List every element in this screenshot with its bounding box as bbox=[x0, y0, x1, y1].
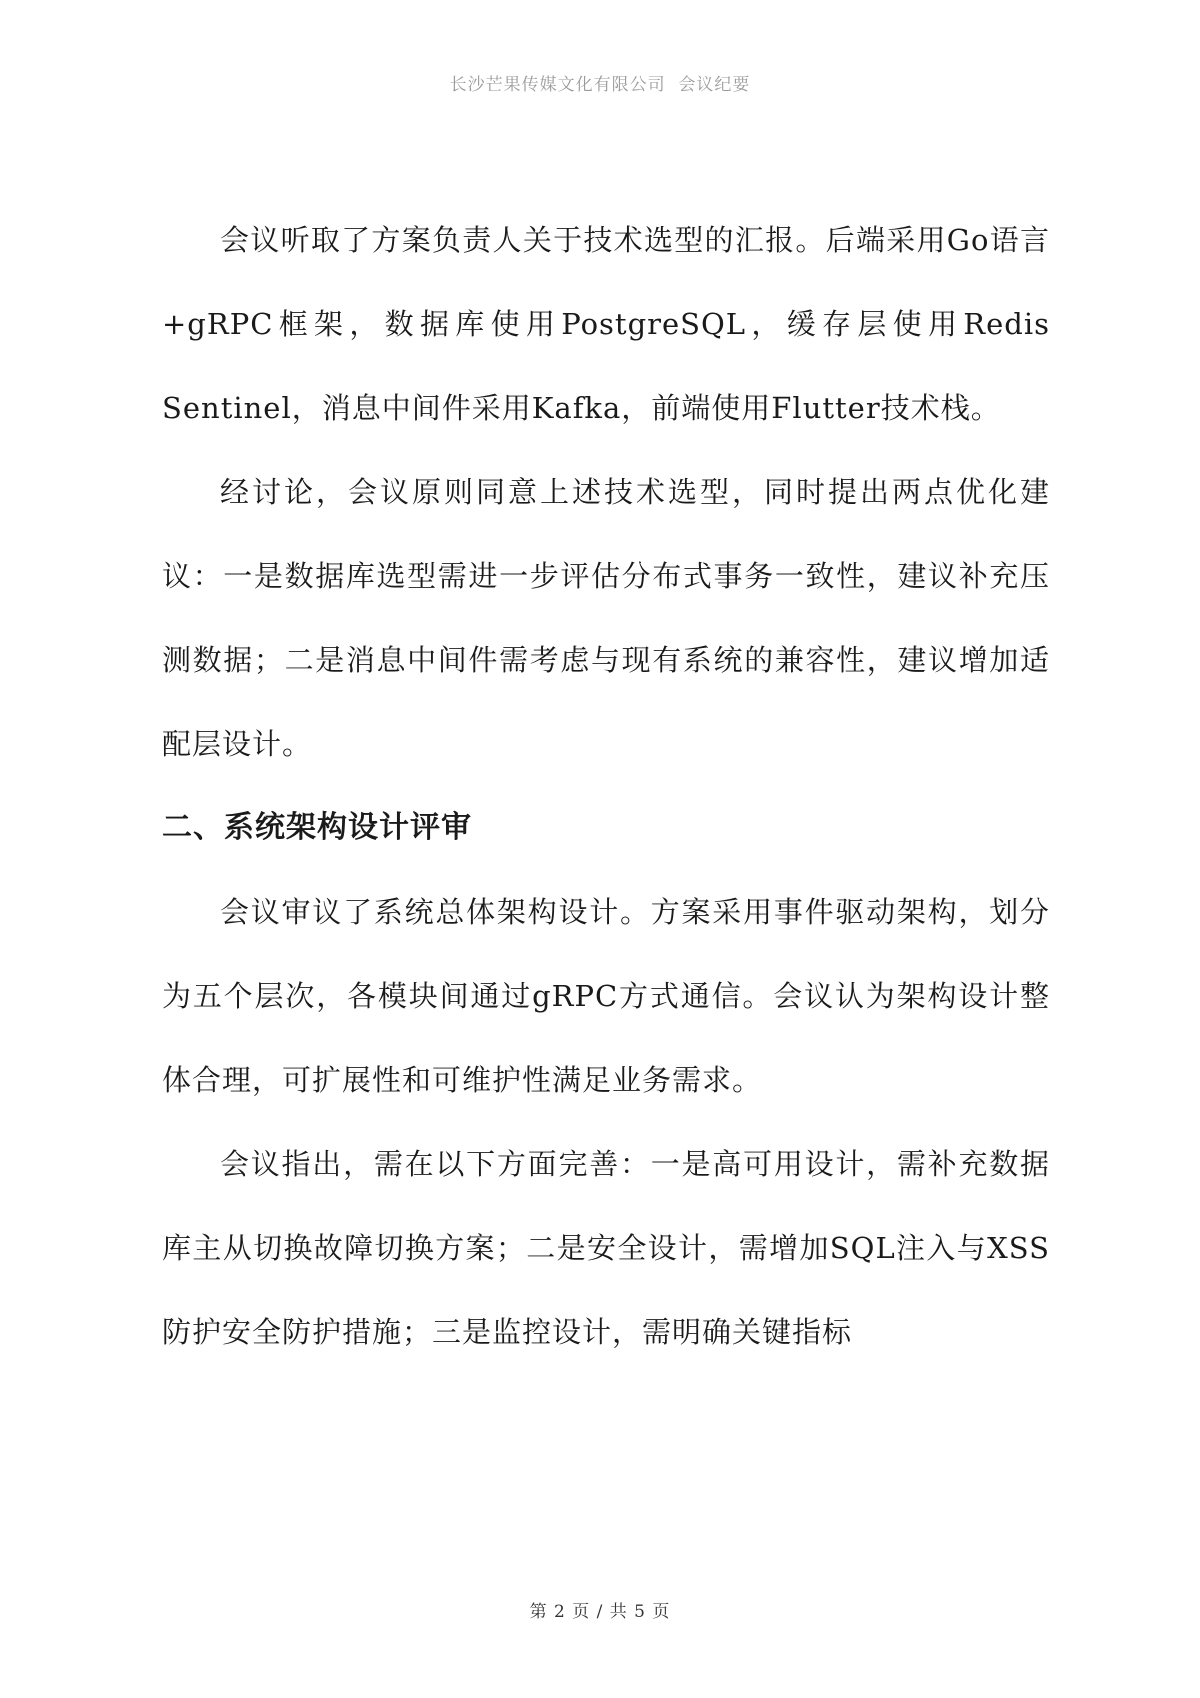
paragraph-architecture-overview: 会议审议了系统总体架构设计。方案采用事件驱动架构，划分为五个层次，各模块间通过gRPC方式通信。会议认为架构设计整体合理，可扩展性和可维护性满足业务需求。 bbox=[162, 895, 1050, 1097]
section-heading-architecture-review: 二、系统架构设计评审 bbox=[162, 810, 472, 845]
paragraph-tech-selection-suggestions: 经讨论，会议原则同意上述技术选型，同时提出两点优化建议：一是数据库选型需进一步评估分布式事务一致性，建议补充压测数据；二是消息中间件需考虑与现有系统的兼容性，建议增加适配层设计。 bbox=[162, 475, 1050, 761]
page-number: 第 2 页 / 共 5 页 bbox=[529, 1602, 671, 1622]
document-body bbox=[162, 198, 1050, 1374]
running-header: 长沙芒果传媒文化有限公司 会议纪要 bbox=[449, 75, 751, 95]
paragraph-tech-selection-report: 会议听取了方案负责人关于技术选型的汇报。后端采用Go语言+gRPC框架，数据库使用PostgreSQL，缓存层使用Redis Sentinel，消息中间件采用Kafka，前端使用Flutter技术栈。 bbox=[162, 223, 1050, 425]
paragraph-architecture-improvements: 会议指出，需在以下方面完善：一是高可用设计，需补充数据库主从切换故障切换方案；二是安全设计，需增加SQL注入与XSS防护安全防护措施；三是监控设计，需明确关键指标 bbox=[162, 1147, 1050, 1349]
